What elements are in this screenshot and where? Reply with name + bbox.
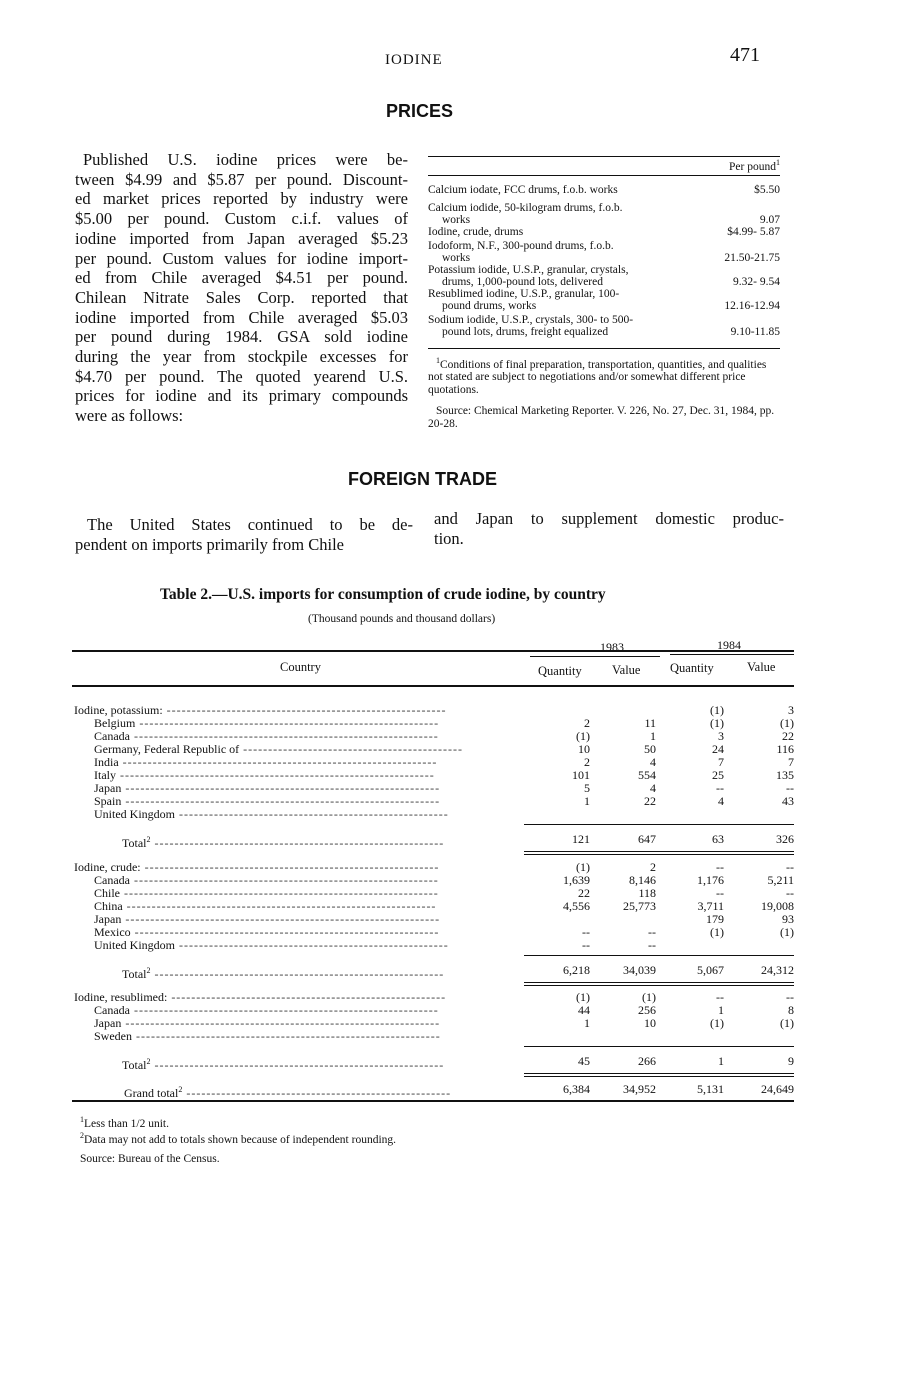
country-text: Italy [94,768,116,782]
dot-leader: ------------------------------------------------------------ [135,716,440,730]
table2-footnotes [80,1114,396,1146]
price-item-label [428,226,696,238]
price-row [428,226,780,238]
grand-total-text: Grand total [124,1086,179,1100]
table2-rule [524,854,794,855]
foreign-trade-line: tion. [434,528,464,548]
value-1983-cell: 118 [638,886,656,900]
country-text: United Kingdom [94,807,175,821]
value-1983-cell: 256 [638,1003,656,1017]
foreign-trade-heading: FOREIGN TRADE [348,469,498,489]
price-item-label [428,264,696,288]
value-1983-cell: 647 [638,832,656,846]
price-row [428,288,780,312]
dot-leader: -------------------------------------------- [239,742,463,756]
country-label [94,1030,441,1043]
price-value: 12.16-12.94 [724,300,780,312]
group-total-text: Total [122,1058,147,1072]
value-1984-cell: 116 [776,742,794,756]
value-1984-cell: 24,312 [761,963,794,977]
value-1984-cell: 5,211 [767,873,794,887]
dot-leader: ------------------------------------------------------------- [132,1029,441,1043]
page-number: 471 [730,44,760,66]
group-total-label [122,1055,444,1072]
dot-leader: ------------------------------------------------------------- [129,729,439,743]
price-value: $5.50 [754,184,780,196]
dot-leader: ----------------------------------------------------------- [140,860,440,874]
group-total-text: Total [122,967,147,981]
value-1984-cell: 135 [776,768,794,782]
value-1983-cell: -- [648,925,656,939]
prices-paragraph-line: $4.70 per pound. The quoted yearend U.S. [75,366,408,386]
price-row [428,202,780,226]
price-item-label [428,288,696,312]
price-value: 21.50-21.75 [724,252,780,264]
dot-leader: ------------------------------------------------------------- [129,1003,439,1017]
value-1983-cell: 554 [638,768,656,782]
quantity-1984-cell: (1) [710,703,724,717]
quantity-1984-cell: 63 [712,832,724,846]
value-1983-cell: 10 [644,1016,656,1030]
group-total-footnote-ref: 2 [146,835,151,844]
price-item-line2: works [442,214,471,226]
table2-source: Source: Bureau of the Census. [80,1153,220,1165]
country-text: Chile [94,886,120,900]
value-1984-cell: (1) [780,1016,794,1030]
grand-total-footnote-ref: 2 [178,1085,183,1094]
quantity-1983-cell: 5 [584,781,590,795]
grand-total-label [124,1083,451,1100]
value-1984-cell: 24,649 [761,1082,794,1096]
value-1983-cell: 25,773 [623,899,656,913]
value-1983-cell: 22 [644,794,656,808]
prices-paragraph-line: $5.00 per pound. Custom c.i.f. values of [75,209,408,229]
table2-rule [524,1046,794,1047]
group-total-row [72,1054,794,1072]
quantity-1983-cell: 121 [572,832,590,846]
foreign-trade-col1 [75,515,413,554]
footnote-2-text: Data may not add to totals shown because of independent rounding. [84,1133,397,1146]
quantity-1983-cell: 6,218 [563,963,590,977]
group-heading-text: Iodine, resublimed: [74,990,168,1004]
price-item-label [428,184,696,196]
table2-rule [524,982,794,983]
year-1983-rule [530,656,660,657]
price-item-line1: Iodine, crude, drums [428,226,524,238]
country-label [94,808,449,821]
group-total-row [72,963,794,981]
quantity-1984-header: Quantity [670,661,714,675]
country-row [72,808,794,821]
dot-leader: --------------------------------------------------------------- [121,1016,441,1030]
group-total-footnote-ref: 2 [146,966,151,975]
country-row [72,1030,794,1043]
quantity-1984-cell: 5,131 [697,1082,724,1096]
running-header: IODINE [385,52,443,68]
table2-rule [524,1076,794,1077]
value-1984-cell: -- [786,886,794,900]
quantity-1984-cell: 7 [718,755,724,769]
price-footnote-num: 1 [436,356,440,365]
group-total-label [122,833,444,850]
dot-leader: -------------------------------------------------------------- [122,899,437,913]
prices-paragraph-line: iodine imported from Japan averaged $5.23 [75,228,408,248]
value-1983-cell: 34,039 [623,963,656,977]
value-1984-cell: -- [786,860,794,874]
value-1984-cell: 22 [782,729,794,743]
footnote-1-num: 1 [80,1115,84,1124]
quantity-1984-cell: (1) [710,1016,724,1030]
table2-title: Table 2.—U.S. imports for consumption of crude iodine, by country [160,586,606,603]
table2-rule [524,824,794,825]
country-text: Canada [94,729,130,743]
dot-leader: ------------------------------------------------------ [175,938,449,952]
value-1984-cell: 7 [788,755,794,769]
quantity-1983-cell: (1) [576,729,590,743]
table2-rule [524,955,794,956]
country-text: Japan [94,912,122,926]
price-item-line2: drums, 1,000-pound lots, delivered [442,276,603,288]
country-row [72,939,794,952]
value-1984-cell: 326 [776,832,794,846]
footnote-1-text: Less than 1/2 unit. [84,1117,169,1130]
prices-paragraph-line: ed from Chile averaged $4.51 per pound. [75,268,408,288]
quantity-1984-cell: 1,176 [697,873,724,887]
dot-leader: --------------------------------------------------------------- [118,755,438,769]
value-1983-cell: 34,952 [623,1082,656,1096]
per-pound-label: Per pound [729,160,776,173]
value-1984-cell: 8 [788,1003,794,1017]
prices-paragraph-line: during the year from stockpile excesses for [75,347,408,367]
price-item-line1: Resublimed iodine, U.S.P., granular, 100- [428,288,620,300]
quantity-1983-cell: 4,556 [563,899,590,913]
value-1983-cell: (1) [642,990,656,1004]
quantity-1983-cell: 10 [578,742,590,756]
quantity-1984-cell: 179 [706,912,724,926]
imports-table [72,632,794,1112]
value-1983-cell: -- [648,938,656,952]
price-item-line1: Iodoform, N.F., 300-pound drums, f.o.b. [428,240,614,252]
quantity-1983-cell: 44 [578,1003,590,1017]
quantity-1984-cell: 3,711 [697,899,724,913]
price-item-line1: Calcium iodide, 50-kilogram drums, f.o.b. [428,202,623,214]
country-text: Germany, Federal Republic of [94,742,240,756]
quantity-1983-cell: 6,384 [563,1082,590,1096]
value-1984-cell: 3 [788,703,794,717]
dot-leader: --------------------------------------------------------------- [121,781,441,795]
dot-leader: ---------------------------------------------------------- [150,836,445,850]
value-1983-cell: 266 [638,1054,656,1068]
country-text: Canada [94,1003,130,1017]
quantity-1983-cell: 45 [578,1054,590,1068]
dot-leader: ------------------------------------------------------------- [129,873,439,887]
country-text: Canada [94,873,130,887]
price-row [428,314,780,338]
group-total-label [122,964,444,981]
value-1984-cell: 9 [788,1054,794,1068]
quantity-1984-cell: -- [716,860,724,874]
value-1984-cell: 93 [782,912,794,926]
dot-leader: --------------------------------------------------------------- [121,912,441,926]
price-footnote [428,355,780,396]
table2-footnote-1 [80,1114,396,1130]
dot-leader: ------------------------------------------------------- [167,990,447,1004]
price-item-label [428,240,696,264]
price-table-header-rule [428,175,780,176]
prices-paragraph-line: per pound. Custom values for iodine import- [75,248,408,268]
price-table-top-rule [428,156,780,157]
prices-paragraph-line: Chilean Nitrate Sales Corp. reported that [75,287,408,307]
price-item-line2: pound lots, drums, freight equalized [442,326,609,338]
year-1984-rule [670,654,794,655]
value-1983-cell: 4 [650,781,656,795]
quantity-1984-cell: 5,067 [697,963,724,977]
per-pound-header [729,158,780,173]
foreign-trade-col2 [434,509,784,548]
table2-rule [524,1073,794,1074]
quantity-1983-cell: 1,639 [563,873,590,887]
quantity-1984-cell: 24 [712,742,724,756]
quantity-1983-cell: (1) [576,860,590,874]
country-text: India [94,755,119,769]
table2-rule [524,851,794,852]
price-source: Source: Chemical Marketing Reporter. V. 226, No. 27, Dec. 31, 1984, pp. 20-28. [428,405,775,430]
table2-rule [72,1100,794,1102]
price-table-bottom-rule [428,348,780,349]
quantity-1983-header: Quantity [538,664,582,678]
quantity-1984-cell: (1) [710,925,724,939]
group-heading-text: Iodine, crude: [74,860,141,874]
country-text: Belgium [94,716,136,730]
value-1983-cell: 4 [650,755,656,769]
year-1984-header: 1984 [717,638,741,652]
footnote-2-num: 2 [80,1130,84,1140]
value-1984-cell: -- [786,990,794,1004]
dot-leader: --------------------------------------------------------------- [121,794,441,808]
table2-rule [524,985,794,986]
price-row [428,184,780,196]
price-value: 9.07 [759,214,780,226]
prices-paragraph-line: prices for iodine and its primary compounds [75,386,408,406]
quantity-1984-cell: -- [716,886,724,900]
dot-leader: --------------------------------------------------------------- [116,768,435,782]
country-text: China [94,899,123,913]
quantity-1984-cell: 1 [718,1054,724,1068]
table2-subtitle: (Thousand pounds and thousand dollars) [308,613,496,625]
country-text: Mexico [94,925,131,939]
price-row [428,240,780,264]
price-item-label [428,314,696,338]
quantity-1983-cell: 22 [578,886,590,900]
country-text: Sweden [94,1029,132,1043]
price-value: $4.99- 5.87 [727,226,780,238]
dot-leader: ------------------------------------------------------------- [130,925,440,939]
prices-paragraph-line: ed market prices reported by industry were [75,189,408,209]
quantity-1984-cell: -- [716,781,724,795]
group-total-text: Total [122,836,147,850]
group-total-row [72,832,794,850]
country-column-header: Country [280,660,321,674]
value-1984-cell: (1) [780,925,794,939]
value-1984-cell: (1) [780,716,794,730]
dot-leader: ------------------------------------------------------ [175,807,449,821]
quantity-1983-cell: 2 [584,755,590,769]
foreign-trade-line: and Japan to supplement domestic produc- [434,509,784,528]
price-item-label [428,202,696,226]
prices-paragraph-line: per pound during 1984. GSA sold iodine [75,327,408,347]
value-1984-cell: -- [786,781,794,795]
country-text: Japan [94,1016,122,1030]
price-value: 9.32- 9.54 [733,276,780,288]
quantity-1984-cell: 25 [712,768,724,782]
dot-leader: -------------------------------------------------------- [162,703,447,717]
value-1983-cell: 50 [644,742,656,756]
prices-paragraph-line: were as follows: [75,406,184,426]
dot-leader: --------------------------------------------------------------- [120,886,439,900]
quantity-1983-cell: 101 [572,768,590,782]
dot-leader: ---------------------------------------------------------- [150,1058,445,1072]
value-1984-cell: 19,008 [761,899,794,913]
quantity-1984-cell: 4 [718,794,724,808]
value-1984-header: Value [747,660,776,674]
price-item-line1: Sodium iodide, U.S.P., crystals, 300- to 500- [428,314,634,326]
quantity-1983-cell: 1 [584,1016,590,1030]
value-1983-header: Value [612,663,641,677]
quantity-1983-cell: 2 [584,716,590,730]
value-1984-cell: 43 [782,794,794,808]
table2-header-rule [72,685,794,687]
foreign-trade-line: pendent on imports primarily from Chile [75,534,344,554]
quantity-1983-cell: -- [582,925,590,939]
per-pound-footnote-ref: 1 [776,158,780,167]
quantity-1984-cell: (1) [710,716,724,730]
prices-paragraph-line: tween $4.99 and $5.87 per pound. Discount- [75,169,408,189]
country-text: Japan [94,781,122,795]
quantity-1984-cell: 1 [718,1003,724,1017]
quantity-1984-cell: -- [716,990,724,1004]
price-item-line1: Potassium iodide, U.S.P., granular, crystals, [428,264,629,276]
country-text: Spain [94,794,122,808]
country-label [94,939,449,952]
prices-paragraph [75,150,408,426]
grand-total-row [72,1082,794,1100]
prices-paragraph-line: Published U.S. iodine prices were be- [83,150,408,169]
price-row [428,264,780,288]
price-footnote-text: Conditions of final preparation, transportation, quantities, and qualities not stated are subject to negotiations and/or somewhat different price quotations. [428,358,767,396]
group-total-footnote-ref: 2 [146,1057,151,1066]
foreign-trade-line: The United States continued to be de- [87,515,413,534]
value-1983-cell: 2 [650,860,656,874]
country-text: United Kingdom [94,938,175,952]
quantity-1983-cell: -- [582,938,590,952]
dot-leader: ---------------------------------------------------------- [150,967,445,981]
price-item-line2: pound drums, works [442,300,537,312]
quantity-1984-cell: 3 [718,729,724,743]
value-1983-cell: 11 [644,716,656,730]
price-item-line1: Calcium iodate, FCC drums, f.o.b. works [428,184,618,196]
table2-footnote-2 [80,1130,396,1146]
price-item-line2: works [442,252,471,264]
price-value: 9.10-11.85 [730,326,780,338]
year-1983-header: 1983 [600,640,624,654]
value-1983-cell: 1 [650,729,656,743]
table2-top-rule [72,650,794,652]
prices-paragraph-line: iodine imported from Chile averaged $5.03 [75,307,408,327]
dot-leader: ----------------------------------------------------- [182,1086,452,1100]
quantity-1983-cell: (1) [576,990,590,1004]
prices-heading: PRICES [386,101,454,121]
group-heading-text: Iodine, potassium: [74,703,163,717]
value-1983-cell: 8,146 [629,873,656,887]
price-table [428,152,780,442]
quantity-1983-cell: 1 [584,794,590,808]
